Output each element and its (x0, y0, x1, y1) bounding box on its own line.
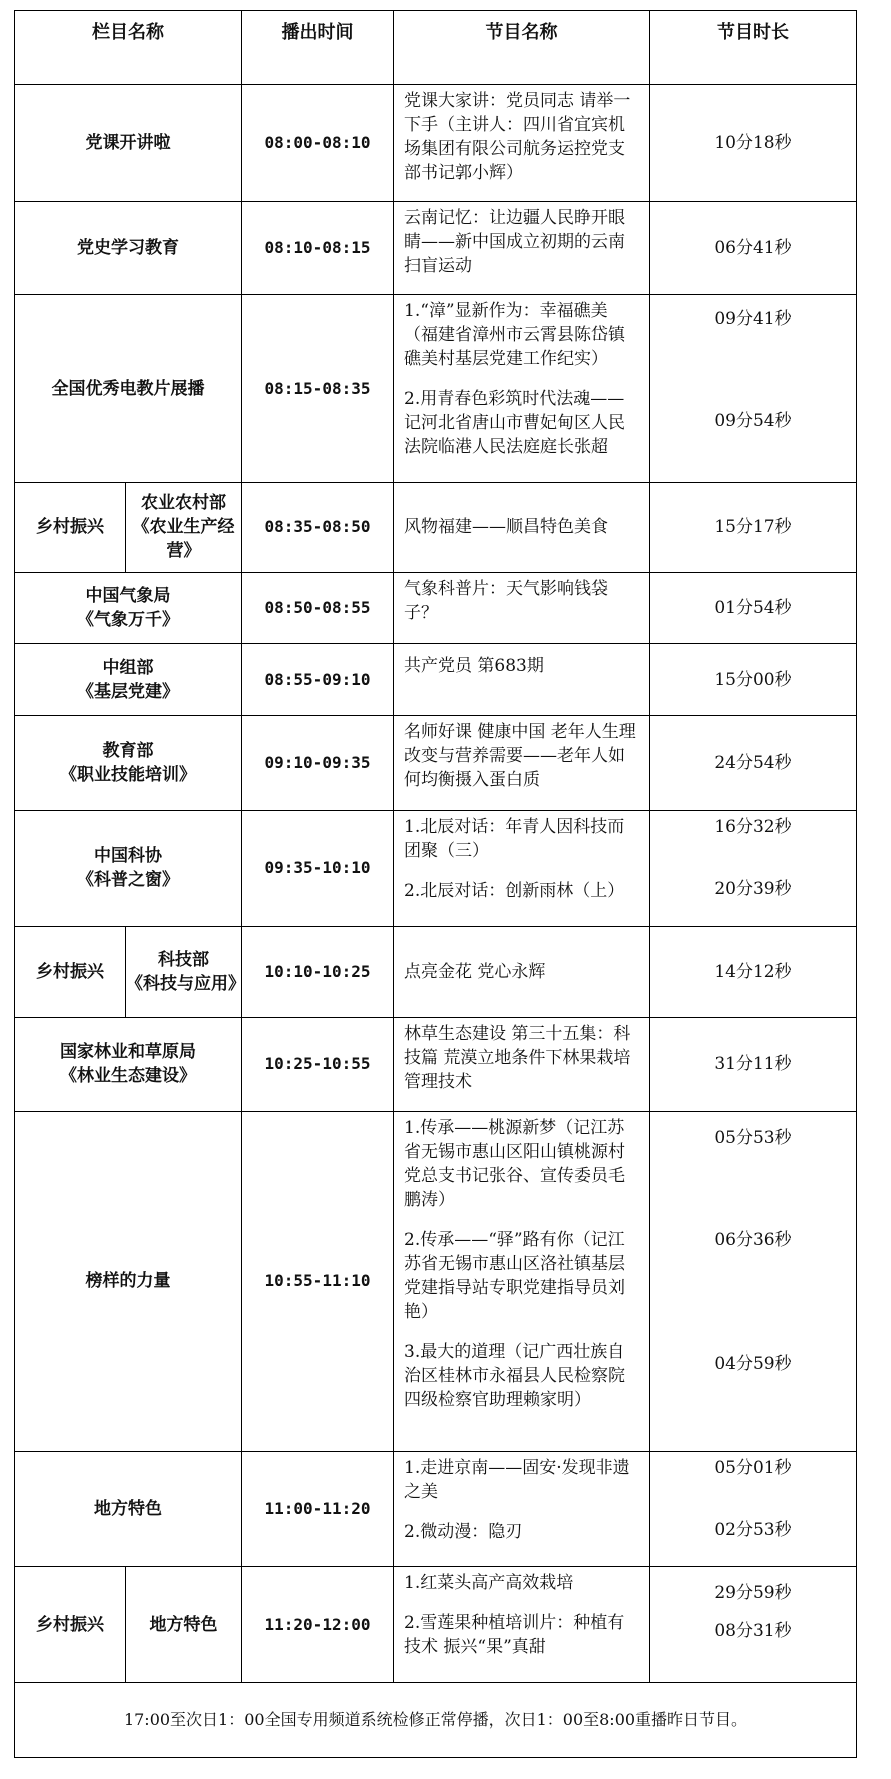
table-row (15, 295, 857, 483)
duration-value: 01分54秒 (714, 597, 792, 618)
column-category-cell: 乡村振兴 (15, 1567, 126, 1683)
program-name-cell (394, 716, 650, 811)
table-row (15, 483, 857, 572)
duration-value: 10分18秒 (714, 132, 792, 153)
column-name-cell: 地方特色 (15, 1451, 242, 1567)
column-name-cell (15, 572, 242, 643)
broadcast-time-cell: 11:00-11:20 (242, 1451, 394, 1567)
duration-value: 05分01秒 (714, 1457, 792, 1478)
column-name-cell (15, 643, 242, 715)
broadcast-time-cell: 08:50-08:55 (242, 572, 394, 643)
program-item: 风物福建——顺昌特色美食 (404, 517, 608, 538)
broadcast-time-cell: 08:35-08:50 (242, 483, 394, 572)
broadcast-time-cell: 11:20-12:00 (242, 1567, 394, 1683)
program-item: 2.北辰对话：创新雨林（上） (404, 880, 625, 901)
program-name-cell (394, 810, 650, 926)
subcategory-line: 《农业生产经营》 (132, 517, 235, 562)
program-item: 1.走进京南——固安·发现非遗之美 (404, 1457, 630, 1502)
duration-value: 20分39秒 (714, 878, 792, 899)
column-subcategory-cell (126, 926, 245, 1017)
duration-cell (650, 1018, 857, 1112)
program-item: 1.红菜头高产高效栽培 (404, 1573, 574, 1594)
duration-value: 31分11秒 (714, 1054, 792, 1075)
program-name-cell (394, 1451, 650, 1567)
table-row (15, 84, 857, 201)
program-item: 1.传承——桃源新梦（记江苏省无锡市惠山区阳山镇桃源村党总支书记张谷、宣传委员毛鹏涛） (404, 1117, 625, 1210)
program-item: 云南记忆：让边疆人民睁开眼睛——新中国成立初期的云南扫盲运动 (404, 207, 625, 276)
broadcast-time-cell: 10:10-10:25 (242, 926, 394, 1017)
broadcast-time-cell: 09:10-09:35 (242, 716, 394, 811)
duration-cell (650, 483, 857, 572)
column-name-line: 《基层党建》 (77, 681, 179, 702)
broadcast-time-cell: 08:55-09:10 (242, 643, 394, 715)
footer-row (15, 1683, 857, 1758)
column-name-line: 国家林业和草原局 (60, 1042, 196, 1063)
column-name-line: 《林业生态建设》 (60, 1066, 196, 1087)
header-broadcast-time: 播出时间 (242, 11, 394, 85)
program-name-cell (394, 295, 650, 483)
duration-value: 15分00秒 (714, 669, 792, 690)
column-name-cell (15, 716, 242, 811)
program-item: 点亮金花 党心永辉 (404, 961, 546, 982)
column-name-line: 中国气象局 (85, 585, 171, 606)
program-name-cell (394, 1018, 650, 1112)
table-row (15, 1451, 857, 1567)
table-row (15, 1567, 857, 1683)
table-row (15, 926, 857, 1017)
duration-cell (650, 716, 857, 811)
duration-value: 06分41秒 (714, 237, 792, 258)
column-category-cell: 乡村振兴 (15, 926, 126, 1017)
duration-cell (650, 201, 857, 295)
duration-value: 16分32秒 (714, 816, 792, 837)
broadcast-time-cell: 08:15-08:35 (242, 295, 394, 483)
duration-cell (650, 643, 857, 715)
column-name-cell: 全国优秀电教片展播 (15, 295, 242, 483)
column-category-cell: 乡村振兴 (15, 483, 126, 572)
column-name-cell (15, 1018, 242, 1112)
program-item: 党课大家讲：党员同志 请举一下手（主讲人：四川省宜宾机场集团有限公司航务运控党支部书记郭小辉） (404, 90, 631, 183)
column-name-line: 《科普之窗》 (77, 870, 179, 891)
duration-cell (650, 926, 857, 1017)
header-row (15, 11, 857, 85)
program-item: 名师好课 健康中国 老年人生理改变与营养需要——老年人如何均衡摄入蛋白质 (404, 722, 636, 791)
duration-cell (650, 572, 857, 643)
column-name-line: 《气象万千》 (77, 609, 179, 630)
header-column-name: 栏目名称 (15, 11, 242, 85)
table-row (15, 572, 857, 643)
duration-value: 02分53秒 (714, 1519, 792, 1540)
column-name-line: 教育部 (102, 741, 154, 762)
duration-cell (650, 295, 857, 483)
subcategory-line: 科技部 (158, 949, 209, 970)
broadcast-time-cell: 08:10-08:15 (242, 201, 394, 295)
program-name-cell (394, 1111, 650, 1451)
program-item: 2.微动漫：隐刃 (404, 1521, 523, 1542)
duration-cell (650, 1567, 857, 1683)
table-row (15, 1111, 857, 1451)
column-subcategory-cell: 地方特色 (126, 1567, 242, 1683)
duration-value: 15分17秒 (714, 517, 792, 538)
program-item: 共产党员 第683期 (404, 655, 544, 676)
duration-value: 04分59秒 (714, 1353, 792, 1374)
schedule-table (14, 10, 857, 1758)
column-name-cell: 党史学习教育 (15, 201, 242, 295)
broadcast-time-cell: 10:55-11:10 (242, 1111, 394, 1451)
program-name-cell (394, 1567, 650, 1683)
table-row (15, 1018, 857, 1112)
duration-value: 29分59秒 (714, 1583, 792, 1604)
program-item: 1.“漳”显新作为：幸福礁美（福建省漳州市云霄县陈岱镇礁美村基层党建工作纪实） (404, 301, 625, 370)
header-program-name: 节目名称 (394, 11, 650, 85)
table-row (15, 810, 857, 926)
footer-note: 17:00至次日1：00全国专用频道系统检修正常停播，次日1：00至8:00重播昨日节目。 (15, 1683, 857, 1758)
program-name-cell (394, 643, 650, 715)
header-program-duration: 节目时长 (650, 11, 857, 85)
table-row (15, 201, 857, 295)
column-name-line: 《职业技能培训》 (60, 765, 196, 786)
program-name-cell (394, 572, 650, 643)
program-item: 1.北辰对话：年青人因科技而团聚（三） (404, 816, 625, 861)
column-name-line: 中组部 (102, 657, 154, 678)
program-item: 林草生态建设 第三十五集：科技篇 荒漠立地条件下林果栽培管理技术 (404, 1024, 631, 1093)
duration-value: 09分54秒 (714, 411, 792, 432)
column-name-cell: 榜样的力量 (15, 1111, 242, 1451)
column-name-cell: 党课开讲啦 (15, 84, 242, 201)
column-name-cell (15, 810, 242, 926)
duration-cell (650, 1111, 857, 1451)
program-item: 3.最大的道理（记广西壮族自治区桂林市永福县人民检察院四级检察官助理赖家明） (404, 1341, 625, 1410)
program-item: 2.雪莲果种植培训片：种植有技术 振兴“果”真甜 (404, 1613, 625, 1658)
duration-value: 08分31秒 (714, 1621, 792, 1642)
program-item: 2.用青春色彩筑时代法魂——记河北省唐山市曹妃甸区人民法院临港人民法庭庭长张超 (404, 389, 625, 458)
column-subcategory-cell (126, 483, 242, 572)
program-name-cell (394, 926, 650, 1017)
table-row (15, 716, 857, 811)
broadcast-time-cell: 10:25-10:55 (242, 1018, 394, 1112)
duration-cell (650, 84, 857, 201)
table-row (15, 643, 857, 715)
broadcast-time-cell: 09:35-10:10 (242, 810, 394, 926)
program-name-cell (394, 483, 650, 572)
duration-value: 05分53秒 (714, 1127, 792, 1148)
program-item: 2.传承——“驿”路有你（记江苏省无锡市惠山区洛社镇基层党建指导站专职党建指导员刘艳） (404, 1229, 625, 1322)
subcategory-line: 农业农村部 (141, 493, 226, 514)
duration-value: 24分54秒 (714, 753, 792, 774)
duration-value: 06分36秒 (714, 1229, 792, 1250)
duration-cell (650, 810, 857, 926)
column-name-line: 中国科协 (94, 846, 162, 867)
program-name-cell (394, 201, 650, 295)
duration-value: 14分12秒 (714, 961, 792, 982)
broadcast-time-cell: 08:00-08:10 (242, 84, 394, 201)
program-item: 气象科普片：天气影响钱袋子？ (404, 578, 608, 623)
subcategory-line: 《科技与应用》 (126, 973, 245, 994)
duration-value: 09分41秒 (714, 309, 792, 330)
program-name-cell (394, 84, 650, 201)
duration-cell (650, 1451, 857, 1567)
